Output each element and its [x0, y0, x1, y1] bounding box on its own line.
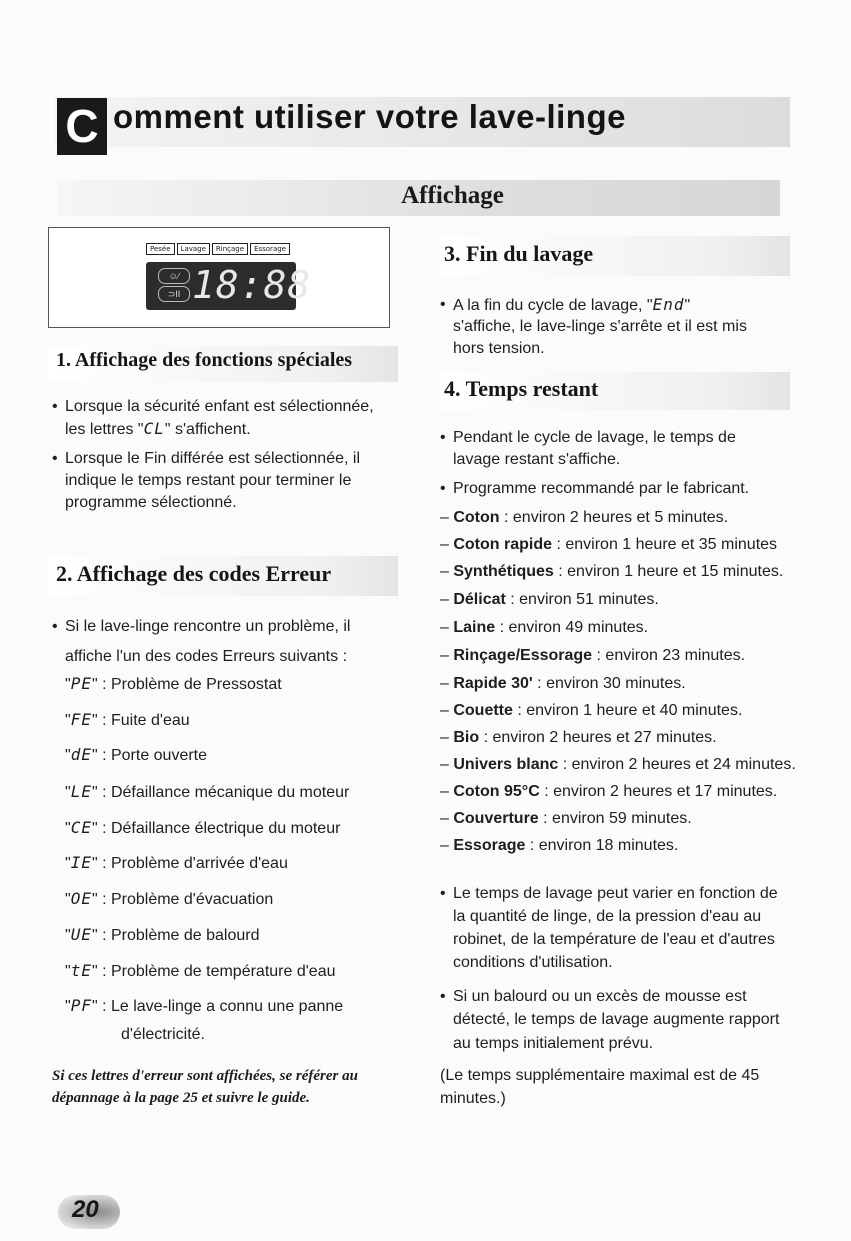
program-row: – Univers blanc : environ 2 heures et 24 minutes.	[440, 756, 796, 773]
program-row: – Essorage : environ 18 minutes.	[440, 837, 679, 854]
error-code-row: "OE" : Problème d'évacuation	[65, 889, 274, 908]
page-title: omment utiliser votre lave-linge	[113, 98, 626, 135]
s4-note-line1: (Le temps supplémentaire maximal est de 45	[440, 1067, 760, 1084]
error-code: UE	[70, 925, 92, 944]
s4-bullet3-line1: • Le temps de lavage peut varier en fonction de	[453, 883, 778, 905]
section3-title: 3. Fin du lavage	[444, 241, 594, 266]
s3-line2: s'affiche, le lave-linge s'arrête et il est mis	[453, 318, 747, 335]
s4-bullet1-line1: • Pendant le cycle de lavage, le temps de	[453, 427, 736, 449]
error-code-row: "dE" : Porte ouverte	[65, 745, 208, 764]
s2-note-line2: dépannage à la page 25 et suivre le guide.	[52, 1090, 310, 1106]
error-code: LE	[70, 782, 92, 801]
panel-label-essorage: Essorage	[250, 243, 290, 255]
s2-intro-line1: • Si le lave-linge rencontre un problème, il	[65, 616, 350, 638]
program-row: – Coton : environ 2 heures et 5 minutes.	[440, 509, 729, 526]
error-code-row: "IE" : Problème d'arrivée d'eau	[65, 853, 288, 872]
error-code-row: "UE" : Problème de balourd	[65, 925, 260, 944]
s4-bullet4-line3: au temps initialement prévu.	[453, 1035, 654, 1052]
program-row: – Rapide 30' : environ 30 minutes.	[440, 675, 686, 692]
error-code: IE	[70, 853, 92, 872]
program-row: – Rinçage/Essorage : environ 23 minutes.	[440, 647, 746, 664]
panel-label-rincage: Rinçage	[212, 243, 248, 255]
program-row: – Bio : environ 2 heures et 27 minutes.	[440, 729, 717, 746]
error-code: PE	[70, 674, 92, 693]
s1-bullet2-line2: indique le temps restant pour terminer le	[65, 472, 352, 489]
child-lock-icon: ☺∕	[158, 268, 190, 284]
s4-bullet3-line4: conditions d'utilisation.	[453, 954, 613, 971]
panel-label-lavage: Lavage	[177, 243, 210, 255]
section1-title: 1. Affichage des fonctions spéciales	[56, 349, 353, 371]
s4-bullet2: • Programme recommandé par le fabricant.	[453, 478, 749, 500]
s4-bullet1-line2: lavage restant s'affiche.	[453, 451, 621, 468]
program-row: – Coton rapide : environ 1 heure et 35 minutes	[440, 536, 778, 553]
s3-line1: • A la fin du cycle de lavage, "End"	[453, 294, 690, 317]
code-cl: CL	[143, 419, 165, 438]
error-code: FE	[70, 710, 92, 729]
s4-bullet3-line3: robinet, de la température de l'eau et d'autres	[453, 931, 775, 948]
error-code-row: "PF" : Le lave-linge a connu une panne	[65, 996, 344, 1015]
lcd-digits: 18:88	[192, 263, 312, 307]
error-code-row: "LE" : Défaillance mécanique du moteur	[65, 782, 350, 801]
error-code: dE	[70, 745, 92, 764]
s4-bullet4-line2: détecté, le temps de lavage augmente rapport	[453, 1011, 780, 1028]
pf-continuation: d'électricité.	[121, 1026, 205, 1043]
s1-bullet1-line2: les lettres "CL" s'affichent.	[65, 419, 251, 438]
title-initial: C	[57, 98, 107, 155]
program-row: – Coton 95°C : environ 2 heures et 17 minutes.	[440, 783, 778, 800]
affichage-title: Affichage	[401, 182, 504, 209]
error-code: OE	[70, 889, 92, 908]
program-row: – Laine : environ 49 minutes.	[440, 619, 649, 636]
code-end: End	[652, 295, 685, 314]
page-number: 20	[72, 1196, 99, 1223]
s1-bullet2-line3: programme sélectionné.	[65, 494, 237, 511]
s2-note-line1: Si ces lettres d'erreur sont affichées, se référer au	[52, 1068, 358, 1084]
error-code-row: "CE" : Défaillance électrique du moteur	[65, 818, 341, 837]
panel-label-pesee: Pesée	[146, 243, 175, 255]
s1-bullet2-line1: • Lorsque le Fin différée est sélectionnée, il	[65, 448, 360, 470]
error-code: tE	[70, 961, 92, 980]
error-code-row: "tE" : Problème de température d'eau	[65, 961, 336, 980]
s4-bullet3-line2: la quantité de linge, de la pression d'eau au	[453, 908, 762, 925]
program-row: – Couverture : environ 59 minutes.	[440, 810, 692, 827]
error-code: CE	[70, 818, 92, 837]
section4-title: 4. Temps restant	[444, 376, 599, 401]
program-row: – Délicat : environ 51 minutes.	[440, 591, 659, 608]
error-code-row: "PE" : Problème de Pressostat	[65, 674, 282, 693]
error-code: PF	[70, 996, 92, 1015]
section2-title: 2. Affichage des codes Erreur	[56, 561, 332, 586]
error-code-row: "FE" : Fuite d'eau	[65, 710, 190, 729]
s4-note-line2: minutes.)	[440, 1090, 506, 1107]
s4-bullet4-line1: • Si un balourd ou un excès de mousse est	[453, 986, 747, 1008]
s2-intro-line2: affiche l'un des codes Erreurs suivants :	[65, 648, 348, 665]
delay-icon: ⊃II	[158, 286, 190, 302]
s1-bullet1-line1: • Lorsque la sécurité enfant est sélectionnée,	[65, 396, 374, 418]
s3-line3: hors tension.	[453, 340, 545, 357]
program-row: – Couette : environ 1 heure et 40 minutes.	[440, 702, 743, 719]
panel-labels	[146, 243, 290, 255]
program-row: – Synthétiques : environ 1 heure et 15 minutes.	[440, 563, 784, 580]
